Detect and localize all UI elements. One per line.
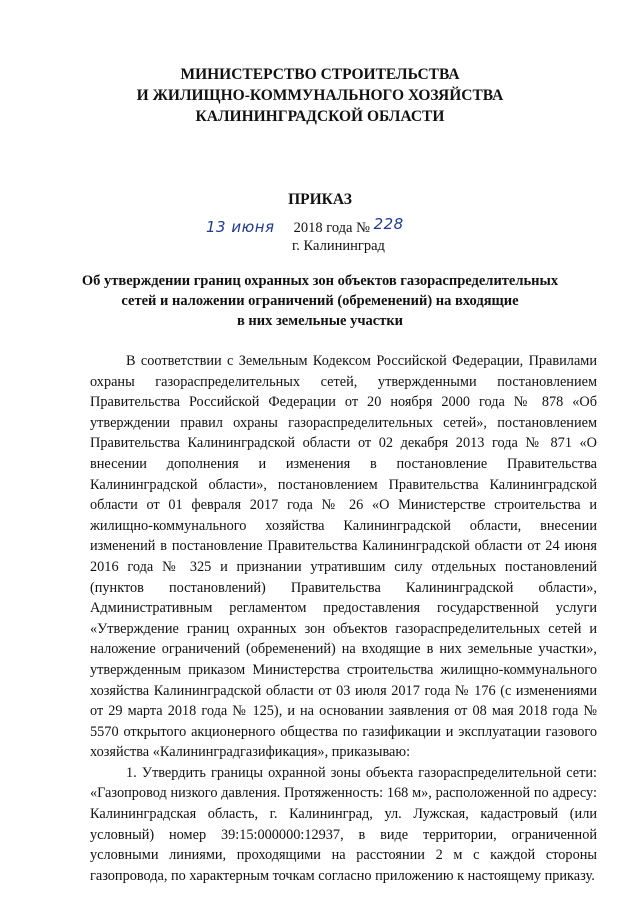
order-title: ПРИКАЗ — [288, 191, 352, 208]
order-date-line — [206, 216, 404, 238]
ministry-line-3: КАЛИНИНГРАДСКОЙ ОБЛАСТИ — [195, 108, 445, 125]
ministry-line-2: И ЖИЛИЩНО-КОММУНАЛЬНОГО ХОЗЯЙСТВА — [136, 87, 504, 104]
ministry-header — [0, 64, 640, 127]
order-body — [90, 351, 597, 886]
subject-line-2: сетей и наложении ограничений (обременений) на входящие — [121, 293, 519, 309]
handwritten-date: 13 июня — [206, 218, 275, 236]
subject-line-3: в них земельные участки — [236, 313, 404, 329]
order-city: г. Калининград — [292, 238, 385, 254]
handwritten-order-number: 228 — [373, 215, 404, 233]
subject-line-1: Об утверждении границ охранных зон объектов газораспределительных — [81, 273, 559, 289]
order-year-text: 2018 года № — [293, 220, 370, 236]
ministry-line-1: МИНИСТЕРСТВО СТРОИТЕЛЬСТВА — [180, 66, 460, 83]
body-paragraph-item-1: 1. Утвердить границы охранной зоны объекта газораспределительной сети: «Газопровод низкого давления. Протяженность: 168 м», расположенной по адресу: Калининградская область, г. Калининград, ул. Лужская, кадастровый (или условный) номер 39:15:000000:12937, в виде территории, ограниченной условными линиями, проходящими на расстоянии 2 м с каждой стороны газопровода, по характерным точкам согласно приложению к настоящему приказу. — [90, 764, 597, 884]
body-paragraph-preamble: В соответствии с Земельным Кодексом Российской Федерации, Правилами охраны газораспределительных сетей, утвержденными постановлением Правительства Российской Федерации от 20 ноября 2000 года № 878 «Об утверждении правил охраны газораспределительных сетей», постановлением Правительства Калининградской области от 02 декабря 2013 года № 871 «О внесении дополнения и изменения в постановление Правительства Калининградской области», постановлением Правительства Калининградской области от 01 февраля 2017 года № 26 «О Министерстве строительства и жилищно-коммунального хозяйства Калининградской области, внесении изменений в постановление Правительства Калининградской области от 24 июня 2016 года № 325 и признании утратившим силу отдельных постановлений (пунктов постановлений) Правительства Калининградской области», Административным регламентом предоставления государственной услуги «Утверждение границ охранных зон объектов газораспределительных сетей и наложение ограничений (обременений) на входящие в них земельные участки», утвержденным приказом Министерства строительства жилищно-коммунального хозяйства Калининградской области от 03 июля 2017 года № 176 (с изменениями от 29 марта 2018 года № 125), и на основании заявления от 08 мая 2018 года № 5570 открытого акционерного общества по газификации и эксплуатации газового хозяйства «Калининградгазификация», приказываю: — [90, 353, 597, 761]
order-subject — [0, 271, 640, 331]
